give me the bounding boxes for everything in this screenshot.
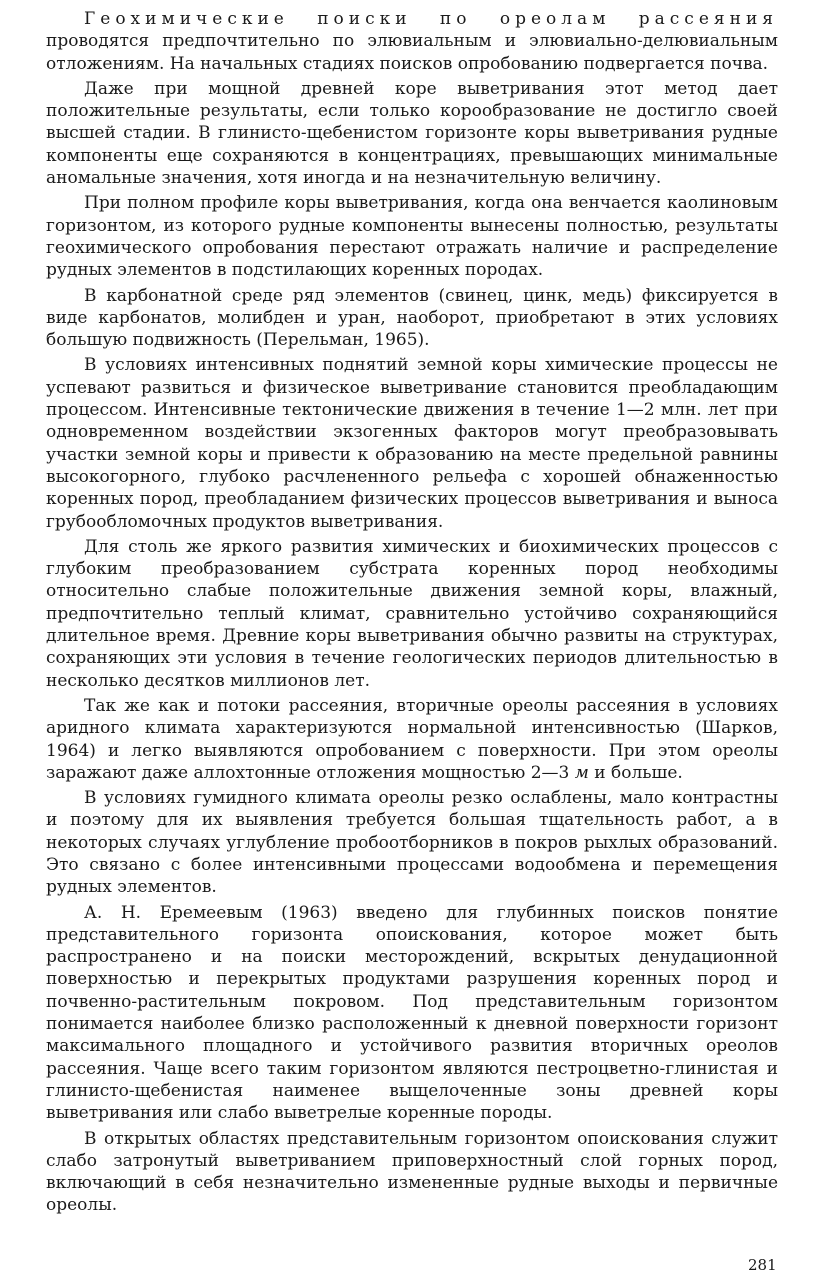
paragraph-3: При полном профиле коры выветривания, когда она венчается каолиновым горизонтом, из которого рудные компоненты вынесены полностью, результаты геохимического опробования перестают отражать наличие и распределение рудных элементов в подстилающих коренных породах. bbox=[46, 193, 778, 281]
paragraph-10: В открытых областях представительным горизонтом опоискования служит слабо затронутый выветриванием приповерхностный слой горных пород, включающий в себя незначительно измененные рудные выходы и первичные ореолы. bbox=[46, 1128, 778, 1216]
paragraph-6: Для столь же яркого развития химических и биохимических процессов с глубоким преобразованием субстрата коренных пород необходимы относительно слабые положительные движения земной коры, влажный, предпочтительно теплый климат, сравнительно устойчиво сохраняющийся длительное время. Древние коры выветривания обычно развиты на структурах, сохраняющих эти условия в течение геологических периодов длительностью в несколько десятков миллионов лет. bbox=[46, 536, 778, 691]
paragraph-7 bbox=[46, 695, 778, 784]
paragraph-7-text-after: и больше. bbox=[588, 762, 683, 783]
page-number: 281 bbox=[748, 1256, 777, 1274]
unit-meter: м bbox=[574, 762, 589, 783]
paragraph-8: В условиях гумидного климата ореолы резко ослаблены, мало контрастны и поэтому для их выявления требуется большая тщательность работ, а в некоторых случаях углубление пробоотборников в покров рыхлых образований. Это связано с более интенсивными процессами водообмена и перемещения рудных элементов. bbox=[46, 788, 778, 898]
paragraph-9: А. Н. Еремеевым (1963) введено для глубинных поисков понятие представительного горизонта опоискования, которое может быть распространено и на поиски месторождений, вскрытых денудационной поверхностью и перекрытых продуктами разрушения коренных пород и почвенно-растительным покровом. Под представительным горизонтом понимается наиболее близко расположенный к дневной поверхности горизонт максимального площадного и устойчивого развития вторичных ореолов рассеяния. Чаще всего таким горизонтом являются пестроцветно-глинистая и глинисто-щебенистая наименее выщелоченные зоны древней коры выветривания или слабо выветрелые коренные породы. bbox=[46, 902, 778, 1124]
paragraph-1-text: проводятся предпочтительно по элювиальным и элювиально-делювиальным отложениям. На начальных стадиях поисков опробованию подвергается почва. bbox=[46, 31, 778, 74]
paragraph-5: В условиях интенсивных поднятий земной коры химические процессы не успевают развиться и физическое выветривание становится преобладающим процессом. Интенсивные тектонические движения в течение 1—2 млн. лет при одновременном воздействии экзогенных факторов могут преобразовывать участки земной коры и привести к образованию на месте предельной равнины высокогорного, глубоко расчлененного рельефа с хорошей обнаженностью коренных пород, преобладанием физических процессов выветривания и выноса грубообломочных продуктов выветривания. bbox=[46, 355, 778, 532]
paragraph-1 bbox=[46, 8, 778, 75]
page-body bbox=[46, 8, 778, 1220]
paragraph-4: В карбонатной среде ряд элементов (свинец, цинк, медь) фиксируется в виде карбонатов, молибден и уран, наоборот, приобретают в этих условиях большую подвижность (Перельман, 1965). bbox=[46, 285, 778, 351]
spaced-lead-text: Геохимические поиски по ореолам рассеяния bbox=[84, 9, 778, 29]
paragraph-7-text-before: Так же как и потоки рассеяния, вторичные ореолы рассеяния в условиях аридного климата характеризуются нормальной интенсивностью (Шарков, 1964) и легко выявляются опробованием с поверхности. При этом ореолы заражают даже аллохтонные отложения мощностью 2—3 bbox=[46, 695, 778, 783]
paragraph-2: Даже при мощной древней коре выветривания этот метод дает положительные результаты, если только корообразование не достигло своей высшей стадии. В глинисто-щебенистом горизонте коры выветривания рудные компоненты еще сохраняются в концентрациях, превышающих минимальные аномальные значения, хотя иногда и на незначительную величину. bbox=[46, 78, 778, 189]
